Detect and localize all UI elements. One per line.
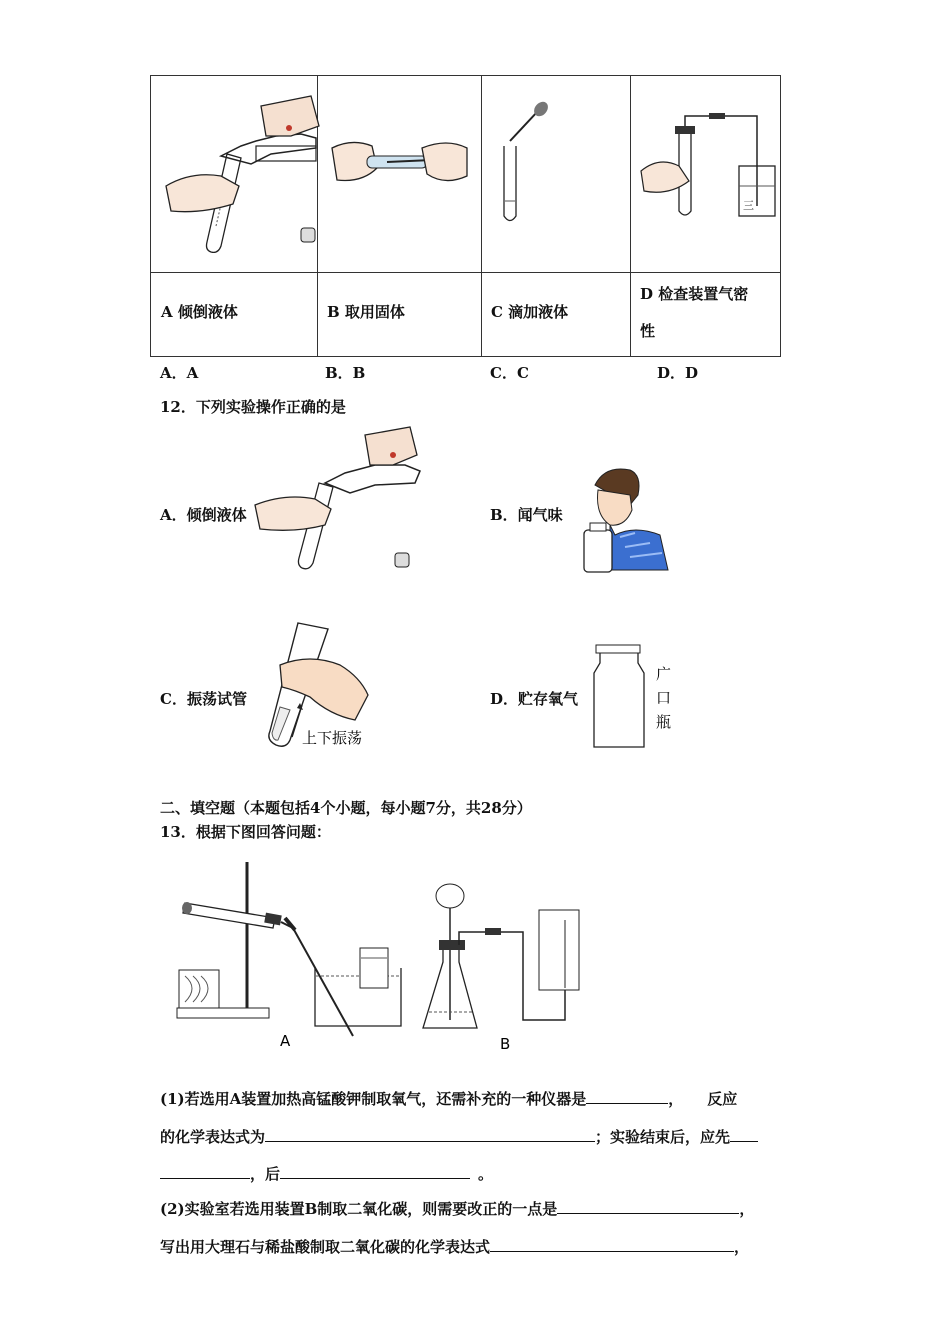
q13-part1-text: (1)若选用A装置加热高锰酸钾制取氧气，还需补充的一种仪器是 [160,1090,587,1108]
shaking-test-tube-illustration [260,615,380,755]
question-13-stem: 13．根据下图回答问题： [160,823,331,841]
cell-d-label: D 检查装置气密 [640,285,749,303]
q13-part1-line2 [160,1126,758,1147]
q12-option-a[interactable]: A．倾倒液体 [160,506,247,524]
q12-option-b[interactable]: B．闻气味 [490,506,563,524]
experiment-table [150,75,781,357]
q13-part2-text: (2)实验室若选用装置B制取二氧化碳，则需要改正的一点是 [160,1200,558,1218]
bottle-caption-1: 广 [656,665,672,683]
q13-part1-line3 [160,1163,493,1184]
figure-label-b: B [500,1035,511,1053]
beaker-marking: 三 [743,199,754,212]
pouring-liquid-illustration [255,425,425,575]
answer-blank-correction[interactable] [557,1199,739,1214]
q13-part1-then-text: ，后 [250,1165,281,1183]
bottle-caption-2: 口 [656,689,672,707]
airtightness-check-illustration [639,111,779,231]
answer-blank-instrument[interactable] [586,1089,668,1104]
apparatus-b-diagram [415,880,590,1055]
q13-part2-line1 [160,1198,754,1219]
cell-a-label: A 倾倒液体 [161,303,238,321]
q12-option-d[interactable]: D．贮存氧气 [490,690,579,708]
answer-blank-co2-expression[interactable] [490,1237,734,1252]
wide-mouth-bottle-illustration [590,643,680,753]
option-b[interactable]: B．B [325,364,366,382]
pouring-liquid-illustration [161,86,321,266]
cell-c-label: C 滴加液体 [491,303,569,321]
q13-part2-expr-text: 写出用大理石与稀盐酸制取二氧化碳的化学表达式 [160,1238,491,1256]
q12-option-c[interactable]: C．振荡试管 [160,690,247,708]
option-c[interactable]: C．C [490,364,529,382]
answer-blank-expression[interactable] [265,1127,595,1142]
q13-part2-comma-2: ， [734,1238,750,1256]
table-divider [630,76,631,356]
shake-caption: 上下振荡 [302,729,363,747]
section-2-header: 二、填空题（本题包括4个小题，每小题7分，共28分） [160,799,532,817]
question-12-stem: 12．下列实验操作正确的是 [160,398,346,416]
q13-part1-expr-text: 的化学表达式为 [160,1128,266,1146]
apparatus-a-diagram [175,858,410,1053]
dropping-liquid-illustration [496,101,556,231]
q13-part2-line2 [160,1236,749,1257]
taking-solid-illustration [327,138,477,198]
answer-blank-first-step-cont[interactable] [160,1164,250,1179]
bottle-caption-3: 瓶 [656,713,672,731]
q13-part1-comma: ， [668,1090,684,1108]
q13-part2-comma: ， [739,1200,755,1218]
table-divider [151,272,780,273]
q13-part1-line1 [160,1088,737,1109]
smelling-gas-illustration [580,465,670,575]
answer-blank-then-step[interactable] [280,1164,470,1179]
q13-part1-first-text: ；实验结束后，应先 [595,1128,731,1146]
figure-label-a: A [280,1032,291,1050]
option-d[interactable]: D．D [657,364,699,382]
cell-b-label: B 取用固体 [327,303,405,321]
option-a[interactable]: A．A [160,364,199,382]
cell-d-label-cont: 性 [640,322,656,340]
table-divider [481,76,482,356]
q13-part1-text-reaction: 反应 [707,1090,738,1108]
answer-blank-first-step[interactable] [730,1127,758,1142]
q13-part1-period: 。 [478,1165,494,1183]
